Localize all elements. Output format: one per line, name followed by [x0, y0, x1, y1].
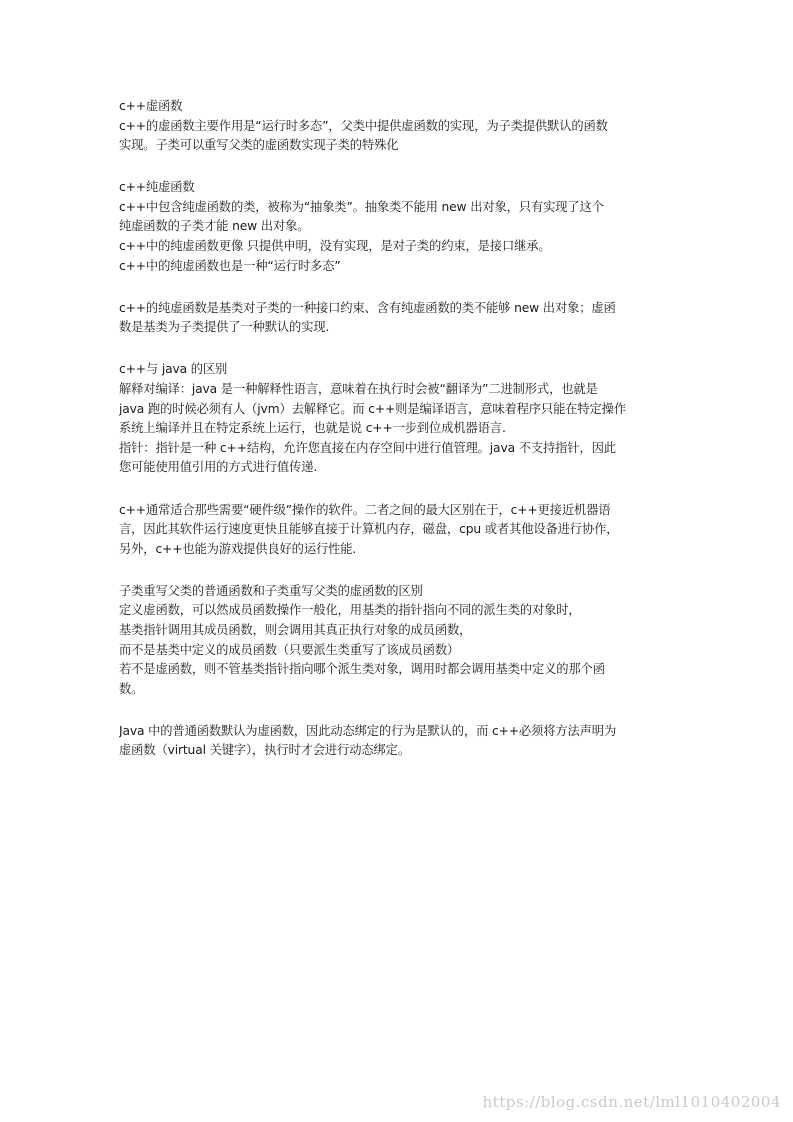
- text-line: c++的虚函数主要作用是“运行时多态”，父类中提供虚函数的实现，为子类提供默认的函数: [119, 118, 608, 133]
- text-line: c++通常适合那些需要“硬件级”操作的软件。二者之间的最大区别在于，c++更接近机器语: [119, 502, 611, 517]
- paragraph-java-dynamic-binding: [119, 722, 681, 761]
- paragraph-override-difference: [119, 582, 681, 700]
- text-line: 实现。子类可以重写父类的虚函数实现子类的特殊化: [119, 138, 399, 153]
- text-line: c++中包含纯虚函数的类，被称为“抽象类”。抽象类不能用 new 出对象，只有实现了这个: [119, 199, 604, 214]
- text-line: 系统上编译并且在特定系统上运行，也就是说 c++一步到位成机器语言.: [119, 421, 506, 436]
- text-line: java 跑的时候必须有人（jvm）去解释它。而 c++则是编译语言，意味着程序只能在特定操作: [119, 401, 626, 416]
- text-line: 另外，c++也能为游戏提供良好的运行性能.: [119, 541, 357, 556]
- text-line: c++中的纯虚函数也是一种“运行时多态”: [119, 258, 341, 273]
- text-line: 指针：指针是一种 c++结构，允许您直接在内存空间中进行值管理。java 不支持指针，因此: [119, 440, 616, 455]
- source-url-watermark: https://blog.csdn.net/lml1010402004: [482, 1093, 781, 1111]
- paragraph-cpp-vs-java: [119, 360, 681, 478]
- text-line: c++中的纯虚函数更像 只提供申明，没有实现，是对子类的约束，是接口继承。: [119, 239, 551, 254]
- paragraph-hardware-level: [119, 501, 681, 560]
- heading-cpp-vs-java: c++与 java 的区别: [119, 362, 228, 377]
- paragraph-pure-virtual-summary: [119, 299, 681, 338]
- heading-pure-virtual-function: c++纯虚函数: [119, 180, 195, 195]
- background-watermark: ​: [139, 477, 201, 591]
- text-line: 数是基类为子类提供了一种默认的实现.: [119, 320, 330, 335]
- text-line: c++的纯虚函数是基类对子类的一种接口约束、含有纯虚函数的类不能够 new 出对象；虚函: [119, 300, 616, 315]
- heading-virtual-function: c++虚函数: [119, 99, 183, 113]
- paragraph-pure-virtual-function: [119, 178, 681, 276]
- text-line: 而不是基类中定义的成员函数（只要派生类重写了该成员函数）: [119, 642, 460, 657]
- text-line: 数。: [119, 681, 144, 696]
- document-body: [119, 97, 681, 784]
- text-line: 您可能使用值引用的方式进行值传递.: [119, 460, 318, 475]
- text-line: 基类指针调用其成员函数，则会调用其真正执行对象的成员函数，: [119, 622, 472, 637]
- text-line: 言，因此其软件运行速度更快且能够直接于计算机内存，磁盘，cpu 或者其他设备进行协作，: [119, 522, 619, 537]
- text-line: Java 中的普通函数默认为虚函数，因此动态绑定的行为是默认的，而 c++必须将方法声明为: [119, 723, 617, 738]
- paragraph-virtual-function: [119, 97, 681, 156]
- text-line: 虚函数（virtual 关键字），执行时才会进行动态绑定。: [119, 743, 410, 758]
- text-line: 解释对编译：java 是一种解释性语言，意味着在执行时会被“翻译为”二进制形式，也就是: [119, 382, 598, 397]
- text-line: 定义虚函数，可以然成员函数操作一般化，用基类的指针指向不同的派生类的对象时，: [119, 603, 581, 618]
- text-line: 若不是虚函数，则不管基类指针指向哪个派生类对象，调用时都会调用基类中定义的那个函: [119, 662, 605, 677]
- text-line: 纯虚函数的子类才能 new 出对象。: [119, 219, 310, 234]
- heading-override-difference: 子类重写父类的普通函数和子类重写父类的虚函数的区别: [119, 583, 423, 598]
